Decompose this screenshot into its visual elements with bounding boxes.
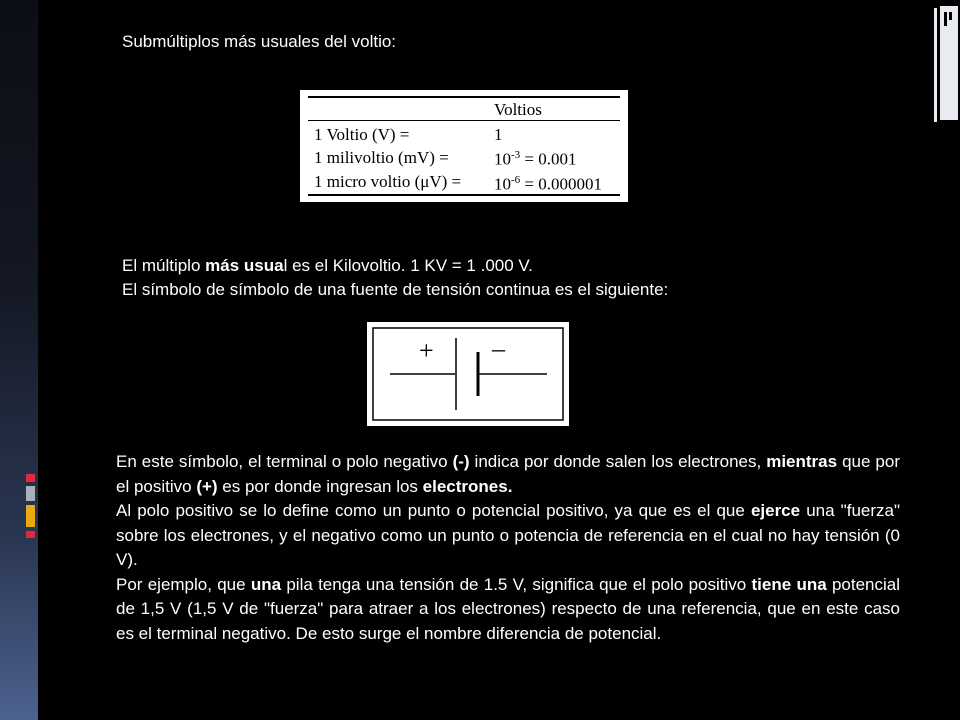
dc-source-symbol — [367, 322, 569, 426]
accent-bar-red-2 — [26, 531, 35, 538]
row-value: $10^{-6} = 0.000001$ — [494, 173, 603, 194]
accent-bar-red-1 — [26, 474, 35, 482]
multiple-line: El múltiplo más usual es el Kilovoltio. 1 KV = 1 .000 V. — [122, 256, 533, 275]
accent-bar-gray — [26, 486, 35, 501]
table-top-rule — [308, 96, 620, 98]
row-label: 1 Voltio (V) = — [314, 125, 410, 144]
sidebar — [0, 0, 38, 720]
header-cell-voltios: Voltios — [494, 100, 542, 119]
row-label: 1 milivoltio (mV) = — [314, 147, 449, 167]
minus-sign: – — [492, 334, 505, 363]
paragraph-polarity: En este símbolo, el terminal o polo negativo (-) indica por donde salen los electrones, mientras que por el positivo (+) es por donde ingresan los electrones. Al polo positivo se lo define como un punto o potencial positivo, ya que es el que ejerce una "fuerza" sobre los electrones, y el negativo como un punto o potencia de referencia en el cual no hay tensión (0 V). Por ejemplo, que una pila tenga una tensión de 1.5 V, significa que el polo positivo tiene una potencial de 1,5 V (1,5 V de "fuerza" para atraer a los electrones) respecto de una referencia, que en este caso es el terminal negativo. De esto surge el nombre diferencia de potencial. — [116, 452, 900, 643]
voltage-table — [300, 90, 628, 202]
plus-sign: + — [419, 336, 434, 365]
documents-icon — [934, 6, 960, 124]
table-row — [308, 145, 608, 170]
row-label: 1 micro voltio (μV) = — [314, 172, 462, 192]
row-value: $10^{-3} = 0.001$ — [494, 149, 577, 169]
table-row — [308, 170, 608, 195]
battery-symbol-drawing — [367, 322, 569, 426]
row-value: 1 — [494, 125, 503, 144]
header-cell-empty — [308, 99, 488, 120]
accent-bar-gold — [26, 505, 35, 527]
symbol-intro-line: El símbolo de símbolo de una fuente de tensión continua es el siguiente: — [122, 280, 669, 299]
table-row — [308, 124, 608, 145]
slide-heading: Submúltiplos más usuales del voltio: — [122, 32, 397, 51]
table-header-row — [308, 99, 608, 120]
voltage-table-grid — [308, 99, 608, 194]
